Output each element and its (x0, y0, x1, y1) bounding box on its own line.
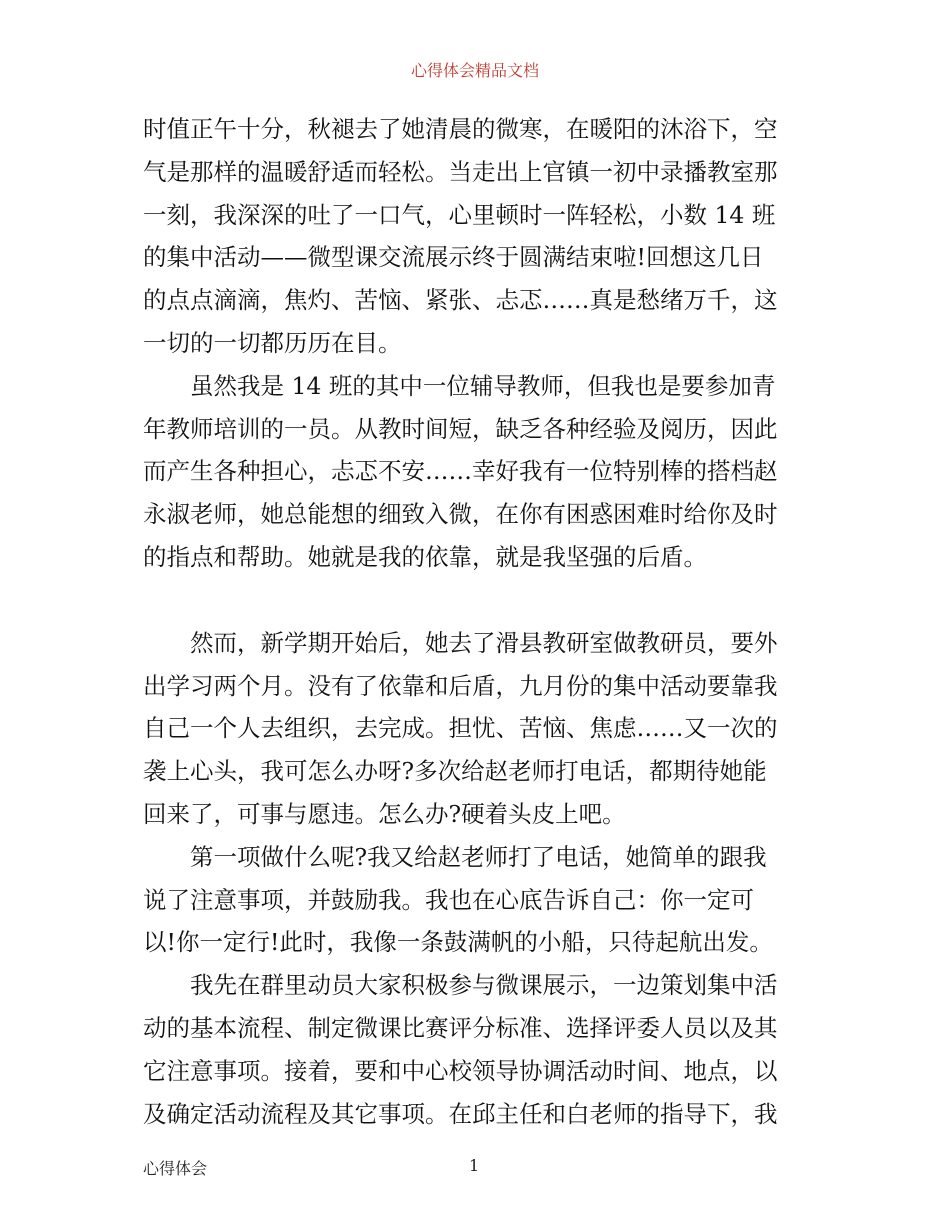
text-line: 然而，新学期开始后，她去了滑县教研室做教研员，要外 (190, 628, 778, 657)
text-line: 自己一个人去组织，去完成。担忧、苦恼、焦虑……又一次的 (143, 714, 778, 743)
paragraph-3 (143, 622, 811, 836)
text-line: 说了注意事项，并鼓励我。我也在心底告诉自己：你一定可 (143, 885, 754, 914)
text-line: 虽然我是 14 班的其中一位辅导教师，但我也是要参加青 (190, 371, 776, 400)
footer-label: 心得体会 (143, 1159, 208, 1178)
text-line: 及确定活动流程及其它事项。在邱主任和白老师的指导下，我 (143, 1099, 778, 1128)
paragraph-gap (143, 579, 811, 622)
paragraph-5 (143, 964, 811, 1135)
page-number: 1 (469, 1156, 480, 1175)
text-line: 第一项做什么呢?我又给赵老师打了电话，她简单的跟我 (190, 842, 767, 871)
text-line: 的指点和帮助。她就是我的依靠，就是我坚强的后盾。 (143, 542, 707, 571)
paragraph-2 (143, 365, 811, 579)
text-line: 年教师培训的一员。从教时间短，缺乏各种经验及阅历，因此 (143, 414, 778, 443)
text-line: 我先在群里动员大家积极参与微课展示，一边策划集中活 (190, 971, 778, 1000)
text-line: 而产生各种担心，忐忑不安……幸好我有一位特别棒的搭档赵 (143, 457, 778, 486)
text-line: 它注意事项。接着，要和中心校领导协调活动时间、地点，以 (143, 1056, 778, 1085)
document-body (143, 108, 811, 1135)
page-header-title: 心得体会精品文档 (410, 61, 539, 80)
paragraph-4 (143, 836, 811, 964)
text-line: 永淑老师，她总能想的细致入微，在你有困惑困难时给你及时 (143, 500, 778, 529)
text-line: 的点点滴滴，焦灼、苦恼、紧张、忐忑……真是愁绪万千，这 (143, 286, 778, 315)
text-line: 一切的一切都历历在目。 (143, 328, 402, 357)
text-line: 时值正午十分，秋褪去了她清晨的微寒，在暖阳的沐浴下，空 (143, 115, 778, 143)
text-line: 气是那样的温暖舒适而轻松。当走出上官镇一初中录播教室那 (143, 157, 778, 186)
text-line: 回来了，可事与愿违。怎么办?硬着头皮上吧。 (143, 799, 626, 828)
text-line: 一刻，我深深的吐了一口气，心里顿时一阵轻松，小数 14 班 (143, 200, 776, 229)
text-line: 的集中活动——微型课交流展示终于圆满结束啦!回想这几日 (143, 243, 764, 272)
text-line: 出学习两个月。没有了依靠和后盾，九月份的集中活动要靠我 (143, 671, 778, 700)
text-line: 以!你一定行!此时，我像一条鼓满帆的小船，只待起航出发。 (143, 928, 773, 957)
paragraph-1 (143, 108, 811, 365)
text-line: 袭上心头，我可怎么办呀?多次给赵老师打电话，都期待她能 (143, 757, 767, 786)
text-line: 动的基本流程、制定微课比赛评分标准、选择评委人员以及其 (143, 1013, 778, 1042)
